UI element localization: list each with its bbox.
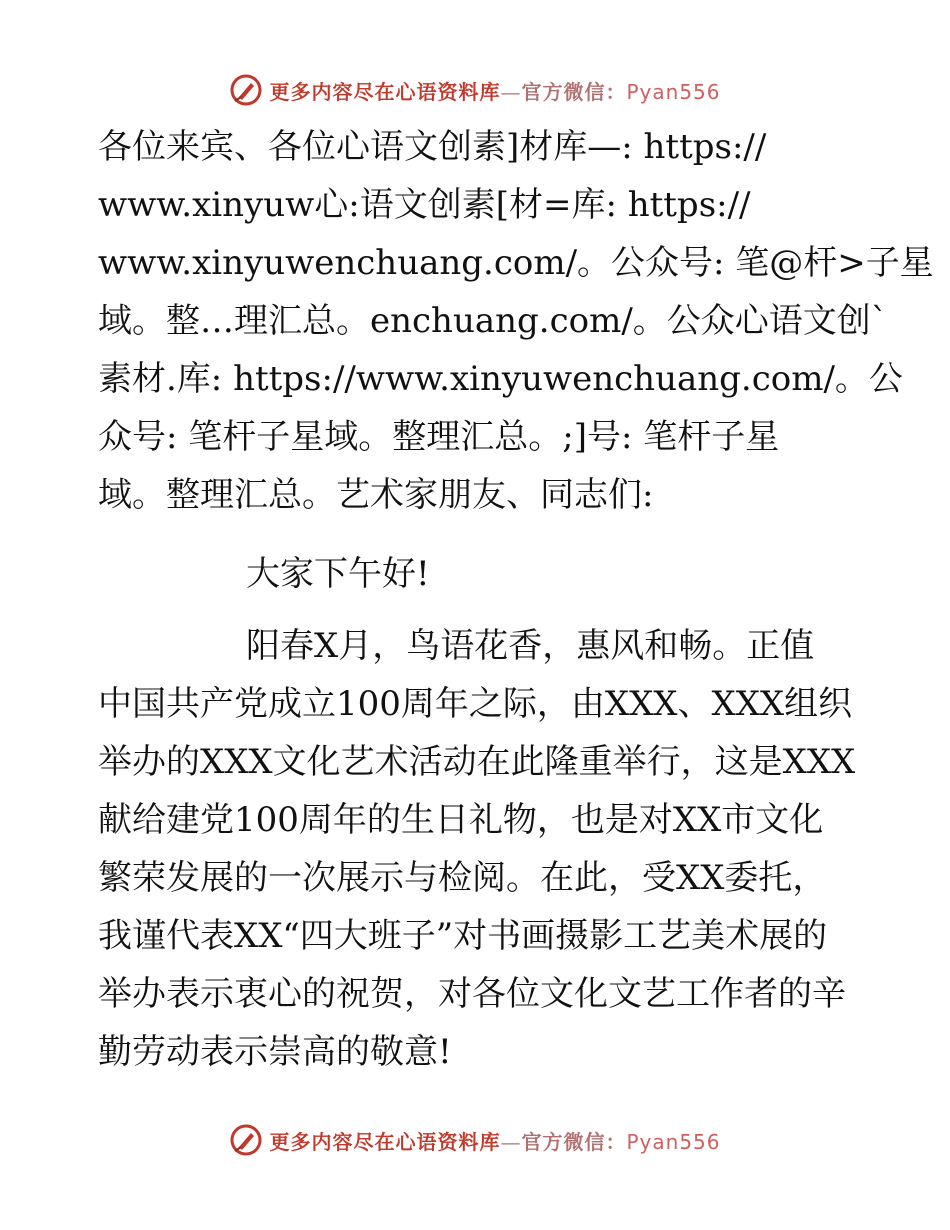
banner-wechat-label: 官方微信：	[521, 79, 627, 104]
banner-wechat-id: Pyan556	[626, 79, 721, 104]
banner-dash: —	[500, 79, 522, 104]
footer-watermark-banner	[0, 1120, 950, 1160]
quill-logo-icon	[229, 73, 263, 107]
banner-main-text: 更多内容尽在心语资料库	[269, 79, 501, 104]
paragraph-line: 举办的XXX文化艺术活动在此隆重举行，这是XXX	[98, 742, 856, 782]
paragraph-line: 我谨代表XX“四大班子”对书画摄影工艺美术展的	[98, 916, 828, 956]
paragraph-line: 勤劳动表示崇高的敬意!	[98, 1032, 452, 1072]
banner-label	[269, 1126, 720, 1155]
paragraph-line: 中国共产党成立100周年之际，由XXX、XXX组织	[98, 684, 853, 724]
banner-main-text: 更多内容尽在心语资料库	[269, 1129, 501, 1154]
banner-dash: —	[500, 1129, 522, 1154]
opening-line: 域。整理汇总。艺术家朋友、同志们:	[98, 475, 654, 515]
banner-wechat-id: Pyan556	[626, 1129, 721, 1154]
opening-line: 素材.库: https://www.xinyuwenchuang.com/。公	[98, 359, 903, 399]
paragraph-line: 献给建党100周年的生日礼物，也是对XX市文化	[98, 800, 824, 840]
opening-line: www.xinyuw心:语文创素[材=库: https://	[98, 185, 751, 225]
banner-label	[269, 76, 720, 105]
header-watermark-banner	[0, 70, 950, 110]
opening-line: 众号: 笔杆子星域。整理汇总。;]号: 笔杆子星	[98, 417, 780, 457]
greeting-line: 大家下午好!	[246, 554, 430, 594]
opening-block	[98, 118, 934, 524]
opening-line: www.xinyuwenchuang.com/。公众号: 笔@杆>子星	[98, 243, 934, 283]
opening-line: 各位来宾、各位心语文创素]材库—: https://	[98, 127, 767, 167]
paragraph-line: 繁荣发展的一次展示与检阅。在此，受XX委托，	[98, 858, 827, 898]
banner-wechat-label: 官方微信：	[521, 1129, 627, 1154]
body-paragraph	[98, 617, 858, 1081]
opening-line: 域。整…理汇总。enchuang.com/。公众心语文创`	[98, 301, 888, 341]
paragraph-line: 举办表示衷心的祝贺，对各位文化文艺工作者的辛	[98, 974, 846, 1014]
quill-logo-icon	[229, 1123, 263, 1157]
paragraph-line: 阳春X月，鸟语花香，惠风和畅。正值	[246, 626, 815, 666]
